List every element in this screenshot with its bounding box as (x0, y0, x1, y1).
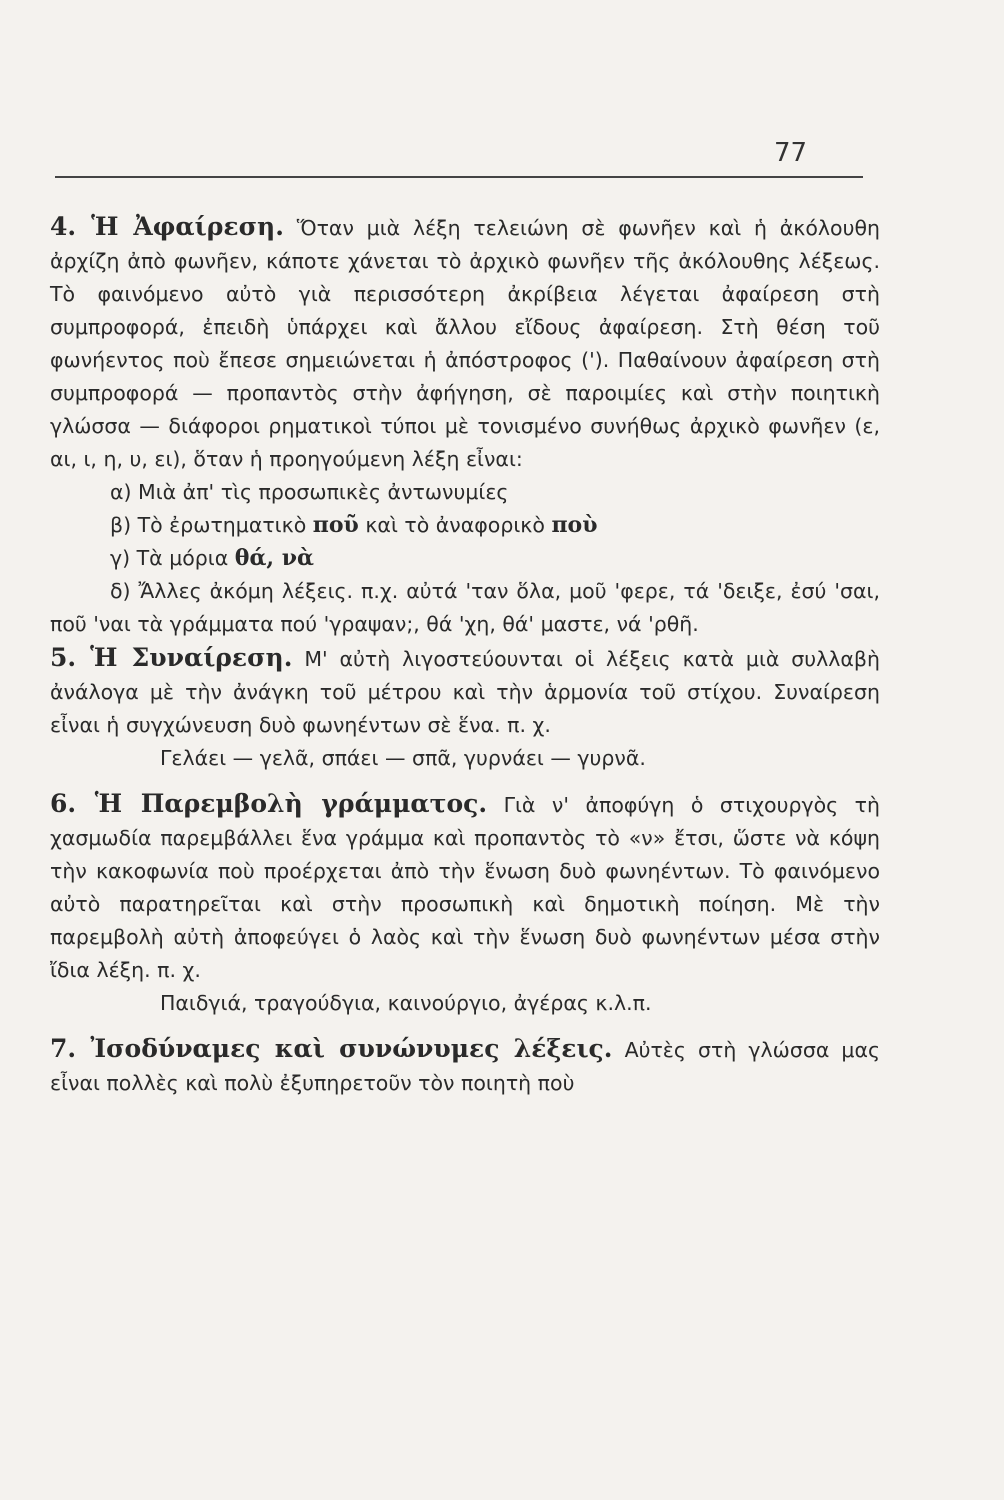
list-item-b-word2: ποὺ (551, 512, 598, 538)
list-item-d: δ) Ἄλλες ἀκόμη λέξεις. π.χ. αὐτά 'ταν ὅλα, μοῦ 'φερε, τά 'δειξε, ἐσύ 'σαι, ποῦ 'ναι τὰ γράμματα πού 'γραψαν;, θά 'χη, θά' μαστε, νά 'ρθῆ. (50, 579, 880, 636)
list-item-c-pre: γ) Τὰ μόρια (110, 546, 229, 570)
page-number: 77 (774, 138, 808, 168)
section-5-example: Γελάει — γελᾶ, σπάει — σπᾶ, γυρνάει — γυρνᾶ. (160, 746, 646, 770)
section-4-text: Ὅταν μιὰ λέξη τελειώνη σὲ φωνῆεν καὶ ἡ ἀκόλουθη ἀρχίζη ἀπὸ φωνῆεν, κάποτε χάνεται τὸ ἀρχικὸ φωνῆεν τῆς ἀκόλουθης λέξεως. Τὸ φαινόμενο αὐτὸ γιὰ περισσότερη ἀκρίβεια λέγεται ἀφαίρεση στὴ συμπροφορά, ἐπειδὴ ὑπάρχει καὶ ἄλλου εἴδους ἀφαίρεση. Στὴ θέση τοῦ φωνήεντος ποὺ ἔπεσε σημειώνεται ἡ ἀπόστροφος ('). Παθαίνουν ἀφαίρεση στὴ συμπροφορά — προπαντὸς στὴν ἀφήγηση, σὲ παροιμίες καὶ στὴν ποιητικὴ γλώσσα — διάφοροι ρηματικοὶ τύποι μὲ τονισμένο συνήθως ἀρχικὸ φωνῆεν (ε, αι, ι, η, υ, ει), ὅταν ἡ προηγούμενη λέξη εἶναι: (50, 216, 880, 471)
page-content (50, 210, 880, 1100)
section-7-paragraph (50, 1032, 880, 1100)
list-item-b-pre: β) Τὸ ἐρωτηματικὸ (110, 513, 307, 537)
section-6-paragraph (50, 787, 880, 987)
list-item-b (50, 509, 880, 542)
section-6-heading: 6. Ἡ Παρεμβολὴ γράμματος. (50, 789, 488, 818)
section-5-text: Μ' αὐτὴ λιγοστεύουνται οἱ λέξεις κατὰ μιὰ συλλαβὴ ἀνάλογα μὲ τὴν ἀνάγκη τοῦ μέτρου καὶ τὴν ἁρμονία τοῦ στίχου. Συναίρεση εἶναι ἡ συγχώνευση δυὸ φωνηέντων σὲ ἕνα. π. χ. (50, 647, 881, 737)
list-item-c-word: θά, νὰ (234, 545, 314, 571)
section-6-example: Παιδγιά, τραγούδγια, καινούργιο, ἀγέρας κ.λ.π. (160, 991, 652, 1015)
list-item-b-mid: καὶ τὸ ἀναφορικὸ (365, 513, 545, 537)
section-7-text: Αὐτὲς στὴ γλώσσα μας εἶναι πολλὲς καὶ πολὺ ἐξυπηρετοῦν τὸν ποιητὴ ποὺ (50, 1038, 880, 1095)
section-5-heading: 5. Ἡ Συναίρεση. (50, 643, 293, 672)
section-5-paragraph (50, 641, 880, 742)
section-7-heading: 7. Ἰσοδύναμες καὶ συνώνυμες λέξεις. (50, 1034, 613, 1063)
list-item-c (50, 542, 880, 575)
list-item-a: α) Μιὰ ἀπ' τὶς προσωπικὲς ἀντωνυμίες (110, 480, 509, 504)
list-item-b-word1: ποῦ (312, 512, 359, 538)
section-4-heading: 4. Ἡ Ἀφαίρεση. (50, 212, 284, 241)
section-4-paragraph (50, 210, 880, 476)
section-6-text: Γιὰ ν' ἀποφύγη ὁ στιχουργὸς τὴ χασμωδία παρεμβάλλει ἕνα γράμμα καὶ προπαντὸς τὸ «ν» ἔτσι, ὥστε νὰ κόψη τὴν κακοφωνία ποὺ προέρχεται ἀπὸ τὴν ἕνωση δυὸ φωνηέντων. Τὸ φαινόμενο αὐτὸ παρατηρεῖται καὶ στὴν προσωπικὴ καὶ δημοτικὴ ποίηση. Μὲ τὴν παρεμβολὴ αὐτὴ ἀποφεύγει ὁ λαὸς καὶ τὴν ἕνωση δυὸ φωνηέντων μέσα στὴν ἴδια λέξη. π. χ. (50, 793, 880, 982)
header-rule (55, 176, 863, 178)
